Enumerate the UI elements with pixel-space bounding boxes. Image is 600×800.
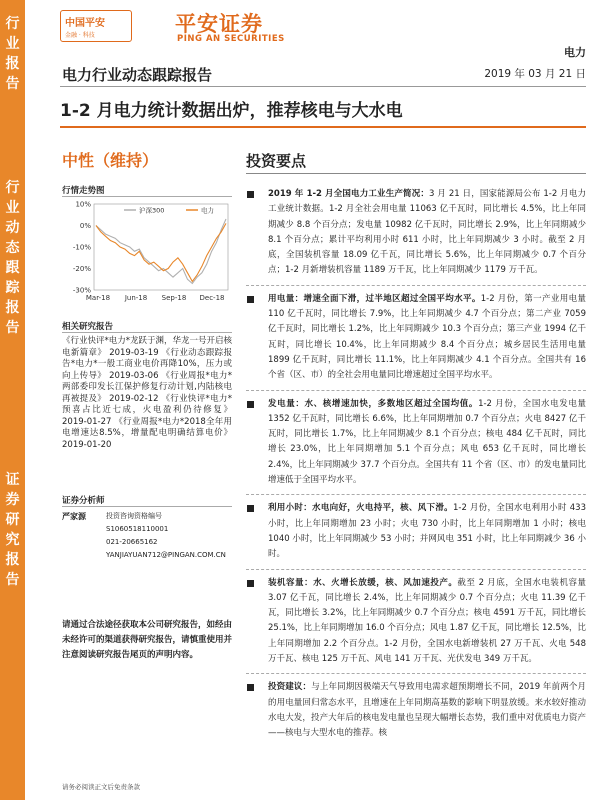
x-tick-label: Mar-18 — [85, 294, 111, 302]
side-band-char: 踪 — [5, 280, 20, 296]
series-hs300-line — [96, 219, 226, 284]
bullet-icon — [247, 296, 254, 303]
divider — [246, 569, 586, 570]
divider — [246, 285, 586, 286]
divider — [62, 506, 232, 507]
y-tick-label: -10% — [72, 243, 91, 252]
y-tick-label: -30% — [72, 286, 91, 295]
pingan-logo — [60, 10, 132, 42]
side-label-report — [0, 14, 25, 94]
side-band-char: 报 — [5, 300, 20, 316]
side-band-char: 告 — [5, 76, 20, 92]
logo-subtext: 金融 · 科技 — [65, 32, 95, 39]
divider — [62, 196, 232, 197]
related-label: 相关研究报告 — [62, 322, 114, 332]
section-title: 投资要点 — [246, 152, 307, 170]
side-label-research — [0, 470, 25, 590]
side-band-char: 业 — [5, 36, 20, 52]
y-tick-label: 0% — [79, 222, 91, 230]
disclaimer: 请通过合法途径获取本公司研究报告，如经由未经许可的渠道获得研究报告，请慎重使用并注意阅读研究报告尾页的声明内容。 — [62, 620, 233, 660]
x-tick-label: Dec-18 — [199, 294, 225, 302]
analyst-qualification: 投资咨询资格编号 — [106, 512, 162, 520]
page-title: 1-2 月电力统计数据出炉，推荐核电与大水电 — [60, 101, 403, 121]
side-band-char: 告 — [5, 320, 20, 336]
legend-label: 沪深300 — [139, 206, 165, 215]
x-tick-label: Sep-18 — [161, 294, 187, 302]
bullet-icon — [247, 580, 254, 587]
x-tick-label: Jun-18 — [124, 294, 148, 302]
side-band-char: 行 — [5, 16, 20, 32]
divider — [246, 494, 586, 495]
side-band-char: 报 — [5, 552, 20, 568]
side-label-tracking — [0, 178, 25, 338]
side-band-char: 行 — [5, 180, 20, 196]
logo-text: 中国平安 — [65, 18, 105, 29]
investment-points — [246, 187, 586, 742]
analyst-name: 严家源 — [62, 512, 86, 521]
related-reports — [62, 336, 232, 451]
side-band-char: 券 — [5, 492, 20, 508]
analyst-phone: 021-20665162 — [106, 538, 158, 546]
sector-label: 电力 — [564, 46, 586, 59]
side-band-char: 态 — [5, 240, 20, 256]
related-text: 《行业快评*电力*龙跃于渊，华龙一号开启核电新篇章》 2019-03-19 《行业动态跟踪报告*电力*一般工商业电价再降10%，压力或向上传导》 2019-03-06 《行业周报*电力*两部委印发长江保护修复行动计划,内陆核电再被提及》 2019-02-12 《行业快评*电力*预喜占比近七成，火电盈利仍待修复》 2019-01-27 《行业周报*电力*2018全年用电增速达8.5%，增量配电明确结算电价》 2019-01-20 — [62, 336, 233, 450]
side-band-char: 动 — [5, 220, 20, 236]
paragraph: 装机容量：水、火增长放缓，核、风加速投产。截至 2 月底，全国水电装机容量 3.07 亿千瓦，同比增长 2.4%，比上年同期减少 0.7 个百分点；火电 11.39 亿千瓦，同比增长 3.2%，比上年同期减少 0.7 个百分点；核电 4591 万千瓦，同比增长 25.1%，比上年同期增加 16.0 个百分点；风电 1.87 亿千瓦，同比增长 12.5%，比上年同期增加 2.2 个百分点。1-2 月份，全国水电新增装机 27 万千瓦、火电 548 万千瓦、核电 125 万千瓦、风电 141 万千瓦、光伏发电 349 万千瓦。 — [246, 576, 586, 668]
paragraph: 利用小时：水电向好，火电持平，核、风下滑。1-2 月份，全国水电利用小时 433 小时，比上年同期增加 23 小时；火电 730 小时，比上年同期增加 1 小时；核电 1040 小时，比上年同期减少 53 小时；并网风电 351 小时，比上年同期减少 36 小时。 — [246, 501, 586, 562]
bullet-icon — [247, 191, 254, 198]
bullet-icon — [247, 401, 254, 408]
series-power-line — [96, 223, 226, 281]
side-band-char: 究 — [5, 532, 20, 548]
footer-note: 请务必阅读正文后免责条款 — [62, 783, 140, 791]
divider — [246, 673, 586, 674]
bullet-icon — [247, 505, 254, 512]
bullet-icon — [247, 684, 254, 691]
legend-label: 电力 — [201, 206, 214, 215]
title-underline — [60, 126, 586, 128]
side-band-char: 研 — [5, 512, 20, 528]
analyst-email: YANJIAYUAN712@PINGAN.COM.CN — [106, 551, 226, 559]
chart-label: 行情走势图 — [62, 186, 105, 196]
side-band-char: 跟 — [5, 260, 20, 276]
rating: 中性（维持） — [62, 151, 159, 170]
divider — [62, 332, 232, 333]
y-tick-label: -20% — [72, 265, 91, 273]
market-trend-chart — [62, 200, 232, 310]
brand-english: PING AN SECURITIES — [177, 34, 285, 44]
analyst-label: 证券分析师 — [62, 496, 105, 506]
side-band-char: 证 — [5, 472, 20, 488]
side-band-char: 告 — [5, 572, 20, 588]
divider — [246, 173, 586, 174]
brand-name: 平安证券 — [175, 12, 263, 36]
report-date: 2019 年 03 月 21 日 — [484, 68, 586, 80]
side-band-char: 报 — [5, 56, 20, 72]
report-type: 电力行业动态跟踪报告 — [62, 66, 213, 84]
side-band — [0, 0, 25, 800]
side-band-char: 业 — [5, 200, 20, 216]
analyst-license: S1060518110001 — [106, 525, 169, 533]
y-tick-label: 10% — [75, 200, 91, 209]
paragraph: 用电量：增速全面下滑，过半地区超过全国平均水平。1-2 月份，第一产业用电量 110 亿千瓦时，同比增长 7.9%，比上年同期减少 4.7 个百分点；第二产业 7059 亿千瓦时，同比增长 1.2%，比上年同期减少 10.3 个百分点；第三产业 1994 亿千瓦时，同比增长 10.4%，比上年同期减少 8.4 个百分点；城乡居民生活用电量 1899 亿千瓦时，同比增长 11.1%，比上年同期减少 4.1 个百分点。全国共有 16 个省（区、市）的全社会用电量同比增速超过全国平均水平。 — [246, 292, 586, 384]
divider — [60, 86, 586, 87]
paragraph: 投资建议：与上年同期因极端天气导致用电需求超预期增长不同，2019 年前两个月的用电量回归常态水平，且增速在上年同期高基数的影响下明显放缓。来水较好推动水电大发，投产大年后的核电发电量也呈现大幅增长态势，我们重申对优质电力资产——核电与大型水电的推荐。核 — [246, 680, 586, 741]
divider — [246, 390, 586, 391]
paragraph: 2019 年 1-2 月全国电力工业生产简况：3 月 21 日，国家能源局公布 1-2 月电力工业统计数据。1-2 月全社会用电量 11063 亿千瓦时，同比增长 4.5%，比上年同期减少 8.8 个百分点；发电量 10982 亿千瓦时，同比增长 2.9%，比上年同期减少 8.1 个百分点；累计平均利用小时 611 小时，比上年同期减少 3 小时。截至 2 月底，全国装机容量 18.09 亿千瓦，同比增长 5.6%，比上年同期减少 0.7 个百分点；1-2 月新增装机容量 1189 万千瓦，比上年同期减少 1179 万千瓦。 — [246, 187, 586, 279]
paragraph: 发电量：水、核增速加快，多数地区超过全国均值。1-2 月份，全国水电发电量 1352 亿千瓦时，同比增长 6.6%，比上年同期增加 0.7 个百分点；火电 8427 亿千瓦时，同比增长 1.7%，比上年同期减少 8.1 个百分点；核电 484 亿千瓦时，同比增长 23.0%，比上年同期增加 5.1 个百分点；风电 653 亿千瓦时，同比增长 2.4%，比上年同期减少 37.7 个百分点。全国共有 11 个省（区、市）的发电量同比增速低于全国平均水平。 — [246, 397, 586, 489]
